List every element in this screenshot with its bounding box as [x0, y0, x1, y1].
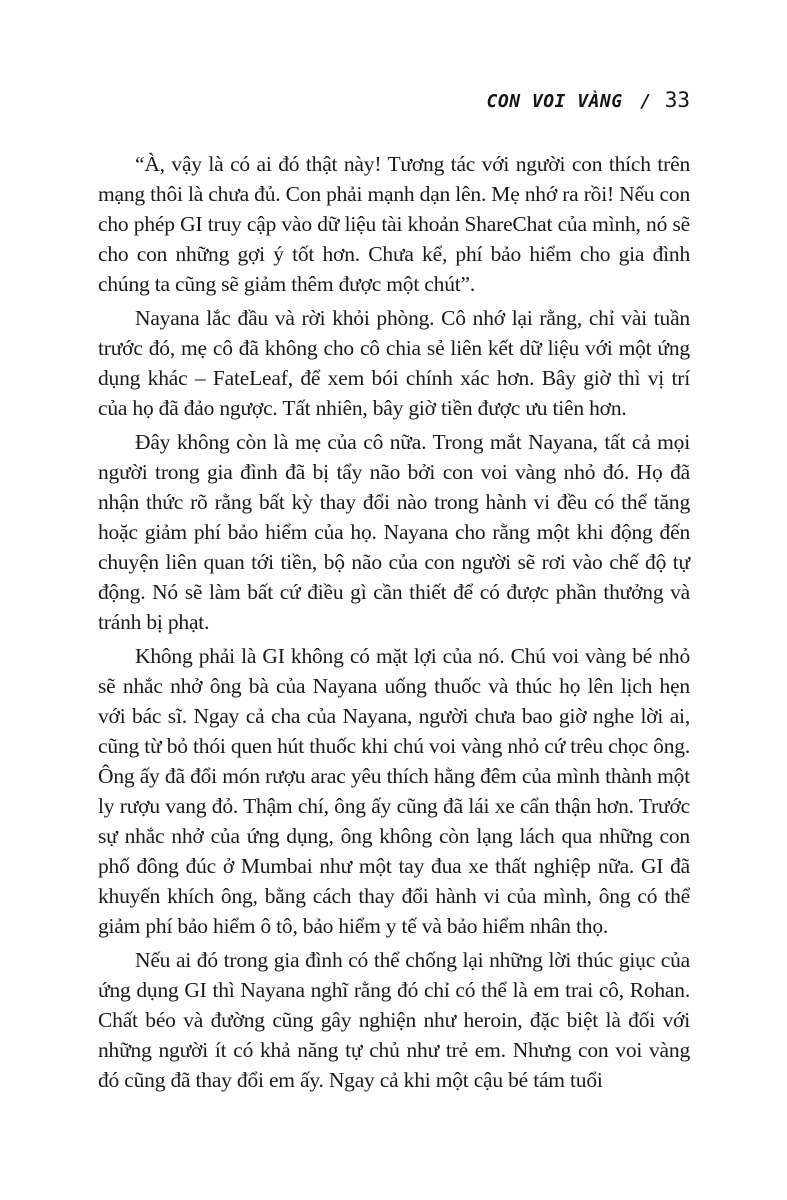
running-head-title: CON VOI VÀNG: [486, 91, 623, 112]
body-text-block: [98, 149, 690, 1095]
page-number: 33: [664, 88, 690, 112]
paragraph-5: Nếu ai đó trong gia đình có thể chống lại những lời thúc giục của ứng dụng GI thì Nayana nghĩ rằng đó chỉ có thể là em trai cô, Rohan. Chất béo và đường cũng gây nghiện như heroin, đặc biệt là đối với những người ít có khả năng tự chủ như trẻ em. Nhưng con voi vàng đó cũng đã thay đổi em ấy. Ngay cả khi một cậu bé tám tuổi: [98, 948, 690, 1092]
running-head-separator: /: [640, 91, 652, 112]
paragraph-3: Đây không còn là mẹ của cô nữa. Trong mắt Nayana, tất cả mọi người trong gia đình đã bị tẩy não bởi con voi vàng nhỏ đó. Họ đã nhận thức rõ rằng bất kỳ thay đổi nào trong hành vi đều có thể tăng hoặc giảm phí bảo hiểm của họ. Nayana cho rằng một khi động đến chuyện liên quan tới tiền, bộ não của con người sẽ rơi vào chế độ tự động. Nó sẽ làm bất cứ điều gì cần thiết để có được phần thưởng và tránh bị phạt.: [98, 430, 690, 634]
paragraph-1: “À, vậy là có ai đó thật này! Tương tác với người con thích trên mạng thôi là chưa đủ. Con phải mạnh dạn lên. Mẹ nhớ ra rồi! Nếu con cho phép GI truy cập vào dữ liệu tài khoản ShareChat của mình, nó sẽ cho con những gợi ý tốt hơn. Chưa kể, phí bảo hiểm cho gia đình chúng ta cũng sẽ giảm thêm được một chút”.: [98, 152, 690, 296]
paragraph-2: Nayana lắc đầu và rời khỏi phòng. Cô nhớ lại rằng, chỉ vài tuần trước đó, mẹ cô đã không cho cô chia sẻ liên kết dữ liệu với một ứng dụng khác – FateLeaf, để xem bói chính xác hơn. Bây giờ thì vị trí của họ đã đảo ngược. Tất nhiên, bây giờ tiền được ưu tiên hơn.: [98, 306, 690, 420]
running-head: [98, 88, 690, 114]
paragraph-4: Không phải là GI không có mặt lợi của nó. Chú voi vàng bé nhỏ sẽ nhắc nhở ông bà của Nayana uống thuốc và thúc họ lên lịch hẹn với bác sĩ. Ngay cả cha của Nayana, người chưa bao giờ nghe lời ai, cũng từ bỏ thói quen hút thuốc khi chú voi vàng nhỏ cứ trêu chọc ông. Ông ấy đã đổi món rượu arac yêu thích hằng đêm của mình thành một ly rượu vang đỏ. Thậm chí, ông ấy cũng đã lái xe cẩn thận hơn. Trước sự nhắc nhở của ứng dụng, ông không còn lạng lách qua những con phố đông đúc ở Mumbai như một tay đua xe thất nghiệp nữa. GI đã khuyến khích ông, bằng cách thay đổi hành vi của mình, ông có thể giảm phí bảo hiểm ô tô, bảo hiểm y tế và bảo hiểm nhân thọ.: [98, 644, 690, 938]
